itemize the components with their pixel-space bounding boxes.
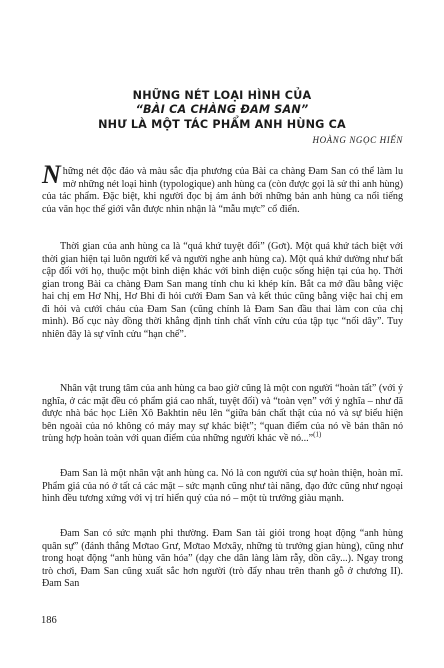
drop-cap: N — [42, 160, 61, 189]
paragraph-4: Đam San là một nhân vật anh hùng ca. Nó là con người của sự hoàn thiện, hoàn mĩ. Phẩm giá của nó ở tất cả các mặt – sức mạnh cũng như tài năng, đạo đức cũng như ngoại hình đều tương xứng với vị trí hiển quý của nó – một tù trưởng giàu mạnh. — [42, 468, 403, 504]
paragraph-5: Đam San có sức mạnh phi thường. Đam San tài giỏi trong hoạt động “anh hùng quân sự” (đánh thắng Mơtao Grư, Mơtao Mơxây, những tù trưởng gian hùng), cũng như trong hoạt động “anh hùng văn hóa” (dạy che dân làng làm rẫy, dồn cây...). Ngay trong trò chơi, Đam San cũng xuất sắc hơn người (trò đẩy nhau trên thanh gỗ ở chương II). Đam San — [42, 528, 403, 589]
author-name: HOÀNG NGỌC HIẾN — [312, 135, 403, 145]
paragraph-2: Thời gian của anh hùng ca là “quá khứ tuyệt đối” (Gơt). Một quá khứ tách biệt với thời gian hiện tại luôn người kể và người nghe anh hùng ca). Một quá khứ dường như bất cập đối với họ, thuộc một bình diện khác với bình diện cuộc sống hiện tại của họ. Thời gian trong Bài ca chàng Đam San mang tính chu kì khép kín. Bắt ca mở đầu bằng việc hai chị em Hơ Nhị, Hơ Bhi đi hỏi cưới Đam San và kết thúc cũng bằng việc hai chị em đi hỏi và cưới cháu của Đam San (cũng chính là Đam San đầu thai làm con của chị mình). Bố cục này đồng thời khẳng định tính chất vĩnh cửu của tập tục “nối dây”. Tuy nhiên đây là sự vĩnh cửu “hạn chế”. — [42, 241, 403, 340]
paragraph-3 — [42, 383, 403, 446]
footnote-reference: (1) — [313, 430, 322, 439]
page-number: 186 — [41, 615, 57, 626]
title-line-2: “BÀI CA CHÀNG ĐAM SAN” — [135, 103, 309, 116]
paragraph-3-text: Nhân vật trung tâm của anh hùng ca bao giờ cũng là một con người “hoàn tất” (với ý nghĩa, ở các mặt đều có phẩm giá cao nhất, tuyệt đối) và “toàn vẹn” với ý nghĩa – như đã được nhà bác học Liên Xô Bakhtin nêu lên “giữa bản chất thật của nó và sự biểu hiện bên ngoài của nó không có mảy may sự khác biệt”; “quan điểm của nó về bản thân nó trùng hợp hoàn toàn với quan điểm của những người khác về nó...” — [42, 383, 403, 444]
paragraph-1 — [42, 160, 403, 216]
paragraph-1-text: hững nét độc đáo và màu sắc địa phương của Bài ca chàng Đam San có thể làm lu mờ những nét loại hình (typologique) anh hùng ca (còn được gọi là sử thi anh hùng) của tác phẩm. Đặc biệt, khi người đọc bị ám ảnh bởi những bản anh hùng ca nổi tiếng của văn học thế giới vẫn được nhìn nhận là “mẫu mực” cổ điển. — [42, 166, 403, 215]
title-line-1: NHỮNG NÉT LOẠI HÌNH CỦA — [132, 89, 312, 102]
title-line-3: NHƯ LÀ MỘT TÁC PHẨM ANH HÙNG CA — [98, 118, 346, 131]
